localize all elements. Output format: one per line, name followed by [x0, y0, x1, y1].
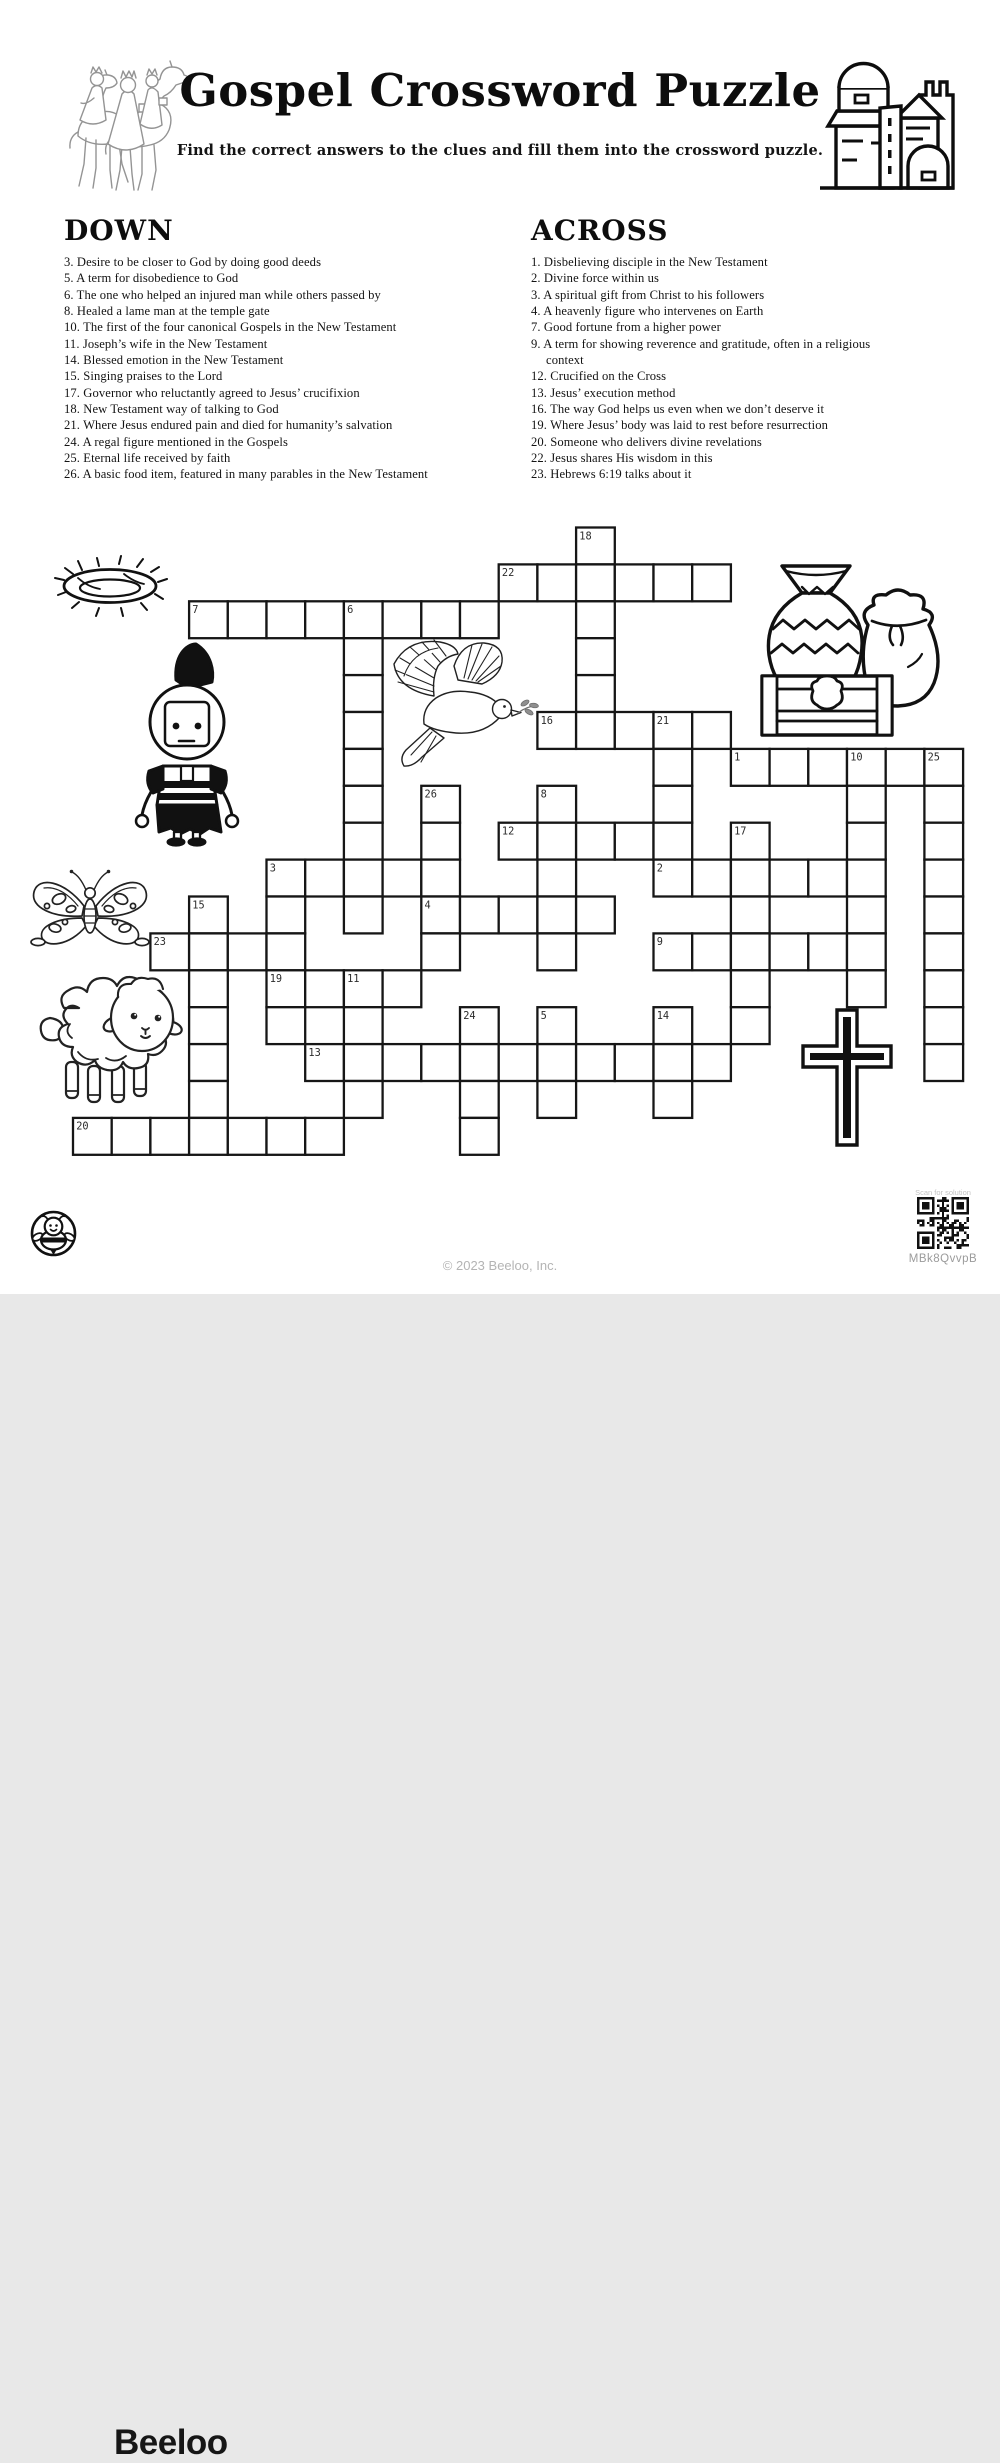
grid-cell-number: 15: [192, 899, 205, 912]
grid-cell: [615, 823, 654, 860]
grid-cell: [460, 601, 499, 638]
clue-item: 4. A heavenly figure who intervenes on Earth: [531, 304, 764, 319]
clue-item: 3. A spiritual gift from Christ to his followers: [531, 287, 765, 302]
grid-cell: [267, 933, 306, 970]
grid-cell: [189, 1007, 228, 1044]
down-heading: DOWN: [64, 214, 174, 247]
grid-cell: [344, 712, 383, 749]
grid-cell-number: 26: [424, 788, 437, 801]
clue-item: 24. A regal figure mentioned in the Gospels: [64, 434, 288, 449]
grid-cell: [808, 749, 847, 786]
butterfly-icon: [28, 864, 152, 956]
grid-cell: [770, 749, 809, 786]
clue-item: 2. Divine force within us: [531, 271, 660, 286]
grid-cell: [692, 860, 731, 897]
grid-cell: [924, 786, 963, 823]
grid-cell: [692, 564, 731, 601]
grid-cell: [924, 897, 963, 934]
grid-cell: [267, 1007, 306, 1044]
grid-cell: [537, 933, 576, 970]
grid-cell: [344, 823, 383, 860]
grid-cell-number: 17: [734, 825, 747, 838]
clue-item: 22. Jesus shares His wisdom in this: [531, 451, 713, 466]
grid-cell: [228, 1118, 267, 1155]
clue-item: 14. Blessed emotion in the New Testament: [64, 353, 284, 368]
grid-cell: [228, 601, 267, 638]
grid-cell: [344, 786, 383, 823]
cross-icon: [799, 1006, 895, 1149]
grid-cell: [383, 601, 422, 638]
clue-item: 19. Where Jesus’ body was laid to rest before resurrection: [531, 418, 828, 433]
grid-cell: [615, 1044, 654, 1081]
grid-cell: [654, 749, 693, 786]
grid-cell: [576, 712, 615, 749]
grid-cell: [692, 1044, 731, 1081]
clue-item: 15. Singing praises to the Lord: [64, 369, 223, 384]
clue-item: 18. New Testament way of talking to God: [64, 402, 279, 417]
clue-item: 1. Disbelieving disciple in the New Testament: [531, 255, 768, 269]
sheep-icon: [36, 966, 184, 1108]
brand-name: Beeloo: [114, 2423, 228, 2462]
grid-cell: [654, 823, 693, 860]
grid-cell: [460, 1044, 499, 1081]
grid-cell: [537, 897, 576, 934]
vase-treasure-chest-money-bag-icon: [756, 563, 938, 740]
grid-cell: [150, 1118, 189, 1155]
grid-cell-number: 6: [347, 604, 354, 617]
grid-cell: [421, 1044, 460, 1081]
clue-item: 8. Healed a lame man at the temple gate: [64, 304, 270, 319]
grid-cell-number: 4: [424, 899, 431, 912]
grid-cell-number: 3: [269, 862, 276, 875]
beeloo-bee-icon: [30, 1210, 77, 1257]
grid-cell: [654, 1081, 693, 1118]
grid-cell: [731, 933, 770, 970]
grid-cell: [344, 860, 383, 897]
grid-cell: [924, 970, 963, 1007]
grid-cell: [847, 933, 886, 970]
grid-cell-number: 9: [656, 936, 663, 949]
clue-item: 5. A term for disobedience to God: [64, 271, 239, 286]
grid-cell: [731, 860, 770, 897]
grid-cell: [189, 1118, 228, 1155]
grid-cell: [924, 1007, 963, 1044]
grid-cell: [344, 638, 383, 675]
grid-cell: [460, 1118, 499, 1155]
grid-cell-number: 21: [656, 714, 670, 727]
grid-cell: [344, 1081, 383, 1118]
qr-caption: Scan for solution: [915, 1188, 971, 1197]
grid-cell-number: 14: [656, 1010, 670, 1022]
grid-cell: [576, 601, 615, 638]
grid-cell: [189, 1081, 228, 1118]
grid-cell: [499, 1044, 538, 1081]
grid-cell: [847, 860, 886, 897]
grid-cell: [305, 601, 344, 638]
clue-item: 13. Jesus’ execution method: [531, 385, 676, 400]
grid-cell: [692, 933, 731, 970]
grid-cell-number: 5: [540, 1010, 547, 1022]
grid-cell: [421, 933, 460, 970]
page-title: Gospel Crossword Puzzle: [179, 64, 821, 117]
clue-item: 26. A basic food item, featured in many parables in the New Testament: [64, 467, 428, 482]
grid-cell: [576, 823, 615, 860]
grid-cell: [654, 564, 693, 601]
grid-cell: [731, 1007, 770, 1044]
grid-cell: [692, 712, 731, 749]
grid-cell-number: 12: [501, 825, 515, 838]
grid-cell: [460, 897, 499, 934]
grid-cell-number: 7: [192, 604, 199, 617]
clue-item: 6. The one who helped an injured man while others passed by: [64, 287, 381, 302]
grid-cell: [499, 897, 538, 934]
grid-cell: [654, 1044, 693, 1081]
clue-item: 9. A term for showing reverence and gratitude, often in a religious context: [531, 336, 871, 368]
clue-item: 16. The way God helps us even when we don’t deserve it: [531, 402, 825, 417]
grid-cell: [847, 786, 886, 823]
grid-cell: [112, 1118, 151, 1155]
clue-item: 3. Desire to be closer to God by doing good deeds: [64, 255, 322, 269]
grid-cell: [924, 860, 963, 897]
clue-item: 12. Crucified on the Cross: [531, 369, 667, 384]
grid-cell: [924, 933, 963, 970]
grid-cell: [731, 970, 770, 1007]
grid-cell-number: 18: [579, 530, 592, 543]
grid-cell: [189, 933, 228, 970]
grid-cell: [421, 860, 460, 897]
clue-item: 25. Eternal life received by faith: [64, 451, 231, 466]
grid-cell: [460, 1081, 499, 1118]
copyright-text: © 2023 Beeloo, Inc.: [442, 1258, 558, 1273]
clue-item: 20. Someone who delivers divine revelations: [531, 434, 762, 449]
grid-cell: [808, 860, 847, 897]
grid-cell-number: 1: [734, 751, 741, 764]
crown-of-thorns-icon: [58, 558, 162, 614]
grid-cell: [383, 860, 422, 897]
grid-cell: [267, 601, 306, 638]
grid-cell: [344, 675, 383, 712]
grid-cell: [886, 749, 925, 786]
qr-code-label: MBk8QvvpB: [908, 1253, 978, 1265]
grid-cell: [537, 823, 576, 860]
grid-cell: [267, 897, 306, 934]
grid-cell: [421, 823, 460, 860]
grid-cell: [344, 749, 383, 786]
grid-cell-number: 10: [850, 751, 863, 764]
clue-item: 10. The first of the four canonical Gospels in the New Testament: [64, 320, 397, 335]
brand-logo-row: [30, 1210, 228, 2462]
grid-cell: [383, 1044, 422, 1081]
clue-item: 21. Where Jesus endured pain and died for humanity’s salvation: [64, 418, 393, 433]
grid-cell-number: 20: [76, 1120, 89, 1133]
grid-cell: [305, 1118, 344, 1155]
grid-cell: [267, 1118, 306, 1155]
clue-item: 17. Governor who reluctantly agreed to Jesus’ crucifixion: [64, 385, 360, 400]
grid-cell: [305, 860, 344, 897]
grid-cell-number: 2: [656, 862, 663, 875]
grid-cell: [731, 897, 770, 934]
grid-cell: [808, 933, 847, 970]
grid-cell: [615, 712, 654, 749]
page-subtitle: Find the correct answers to the clues and fill them into the crossword puzzle.: [176, 142, 824, 159]
grid-cell: [770, 933, 809, 970]
dove-with-olive-branch-icon: [388, 636, 528, 778]
grid-cell: [421, 601, 460, 638]
grid-cell: [344, 1044, 383, 1081]
grid-cell: [847, 823, 886, 860]
grid-cell: [576, 564, 615, 601]
grid-cell: [847, 897, 886, 934]
grid-cell-number: 23: [153, 936, 167, 949]
grid-cell: [576, 897, 615, 934]
grid-cell: [305, 970, 344, 1007]
grid-cell: [228, 933, 267, 970]
grid-cell: [383, 970, 422, 1007]
grid-cell: [576, 1044, 615, 1081]
clue-item: 7. Good fortune from a higher power: [531, 320, 721, 335]
clue-item: 23. Hebrews 6:19 talks about it: [531, 467, 692, 482]
grid-cell: [847, 970, 886, 1007]
grid-cell: [654, 786, 693, 823]
grid-cell: [344, 1007, 383, 1044]
grid-cell-number: 11: [347, 973, 360, 986]
grid-cell: [615, 564, 654, 601]
grid-cell-number: 25: [927, 751, 941, 764]
grid-cell: [924, 1044, 963, 1081]
roman-soldier-icon: [130, 642, 244, 848]
grid-cell: [770, 860, 809, 897]
grid-cell: [189, 970, 228, 1007]
grid-cell-number: 24: [463, 1010, 476, 1022]
clue-item: 11. Joseph’s wife in the New Testament: [64, 336, 268, 351]
grid-cell: [924, 823, 963, 860]
across-heading: ACROSS: [531, 214, 669, 247]
grid-cell: [189, 1044, 228, 1081]
grid-cell-number: 16: [540, 714, 554, 727]
grid-cell: [537, 1081, 576, 1118]
grid-cell: [537, 860, 576, 897]
grid-cell-number: 22: [501, 567, 515, 580]
grid-cell: [537, 1044, 576, 1081]
grid-cell: [344, 897, 383, 934]
grid-cell: [537, 564, 576, 601]
qr-code: [917, 1197, 969, 1249]
grid-cell-number: 8: [540, 788, 547, 801]
grid-cell: [576, 675, 615, 712]
grid-cell-number: 13: [308, 1046, 321, 1059]
grid-cell: [576, 638, 615, 675]
grid-cell-number: 19: [269, 973, 283, 986]
